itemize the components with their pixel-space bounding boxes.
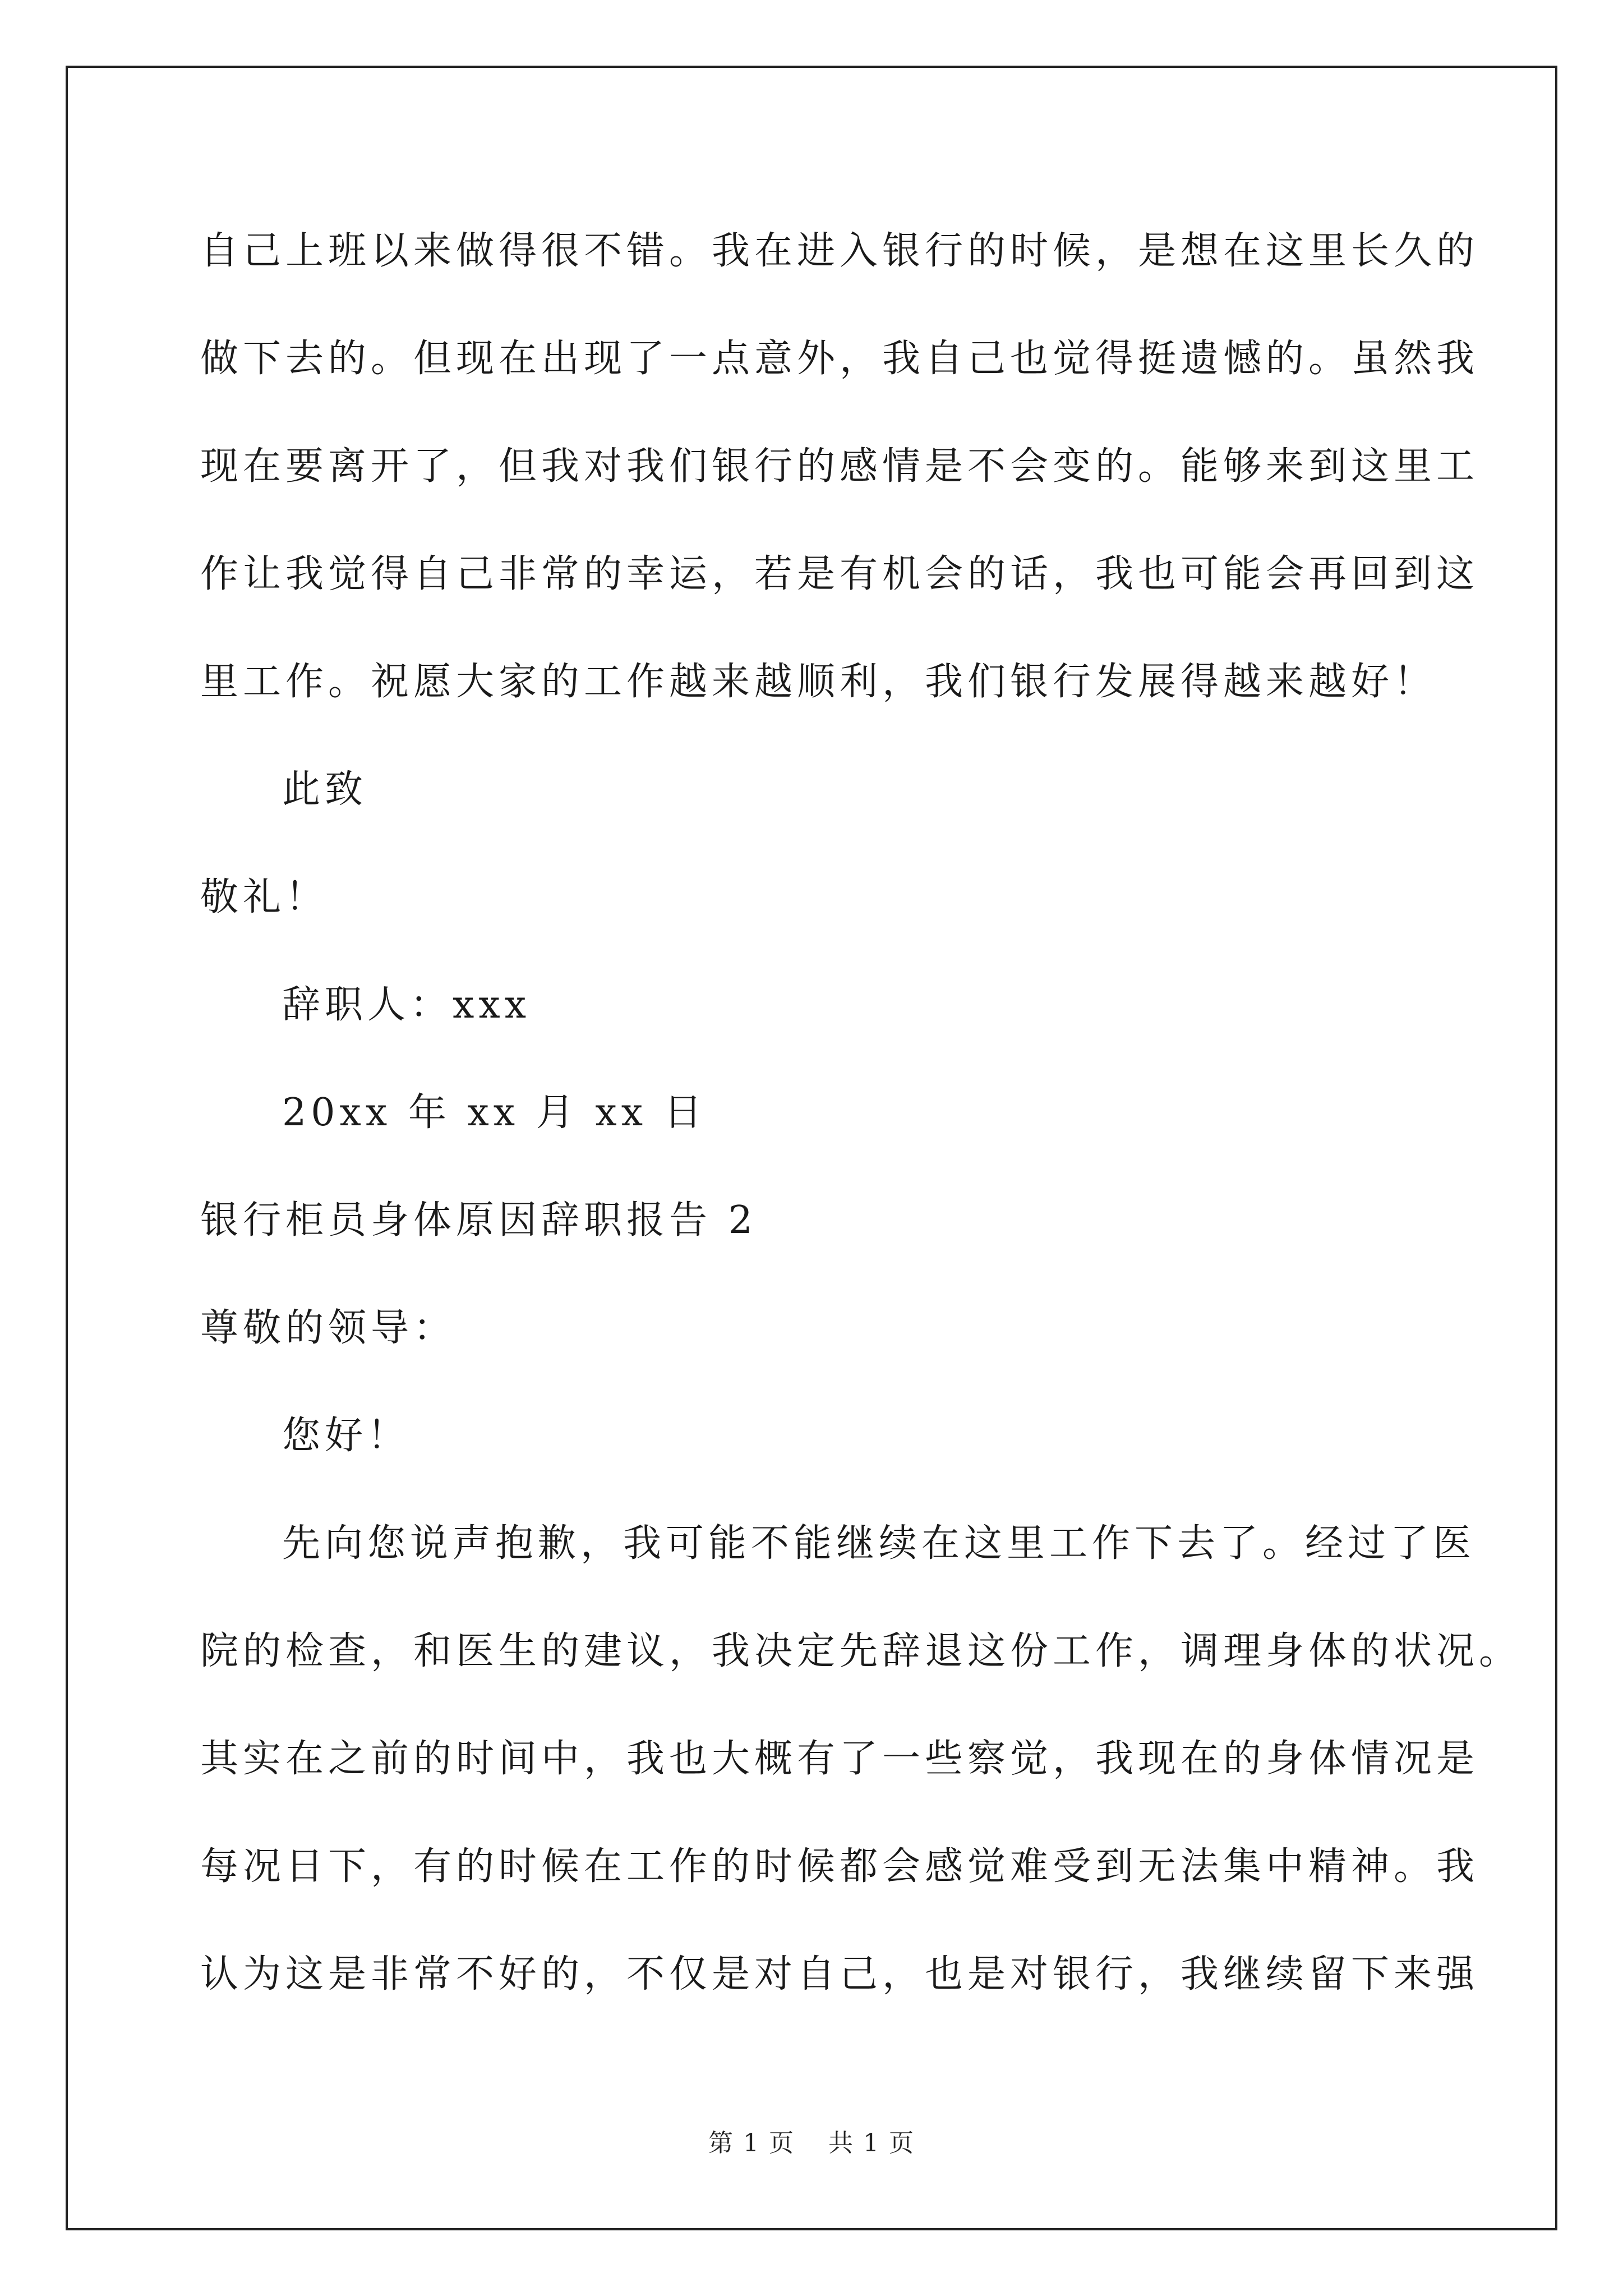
paragraph-line: 先向您说声抱歉，我可能不能继续在这里工作下去了。经过了医 — [282, 1521, 1476, 1566]
salutation-closing: 敬礼！ — [200, 875, 329, 919]
page-total: 共 1 页 — [828, 2129, 915, 2157]
signature-date: 20xx 年 xx 月 xx 日 — [282, 1091, 707, 1135]
greeting-hello: 您好！ — [282, 1414, 411, 1458]
paragraph-line: 自己上班以来做得很不错。我在进入银行的时候，是想在这里长久的 — [200, 229, 1479, 273]
closing-phrase: 此致 — [282, 767, 368, 812]
paragraph-line: 里工作。祝愿大家的工作越来越顺利，我们银行发展得越来越好！ — [200, 660, 1437, 704]
section-title: 银行柜员身体原因辞职报告 2 — [200, 1198, 757, 1243]
paragraph-line: 每况日下，有的时候在工作的时候都会感觉难受到无法集中精神。我 — [200, 1844, 1479, 1889]
page-footer — [0, 2123, 1623, 2159]
paragraph-line: 院的检查，和医生的建议，我决定先辞退这份工作，调理身体的状况。 — [200, 1629, 1522, 1673]
paragraph-line: 作让我觉得自己非常的幸运，若是有机会的话，我也可能会再回到这 — [200, 552, 1479, 596]
paragraph-line: 认为这是非常不好的，不仅是对自己，也是对银行，我继续留下来强 — [200, 1952, 1479, 1996]
paragraph-line: 现在要离开了，但我对我们银行的感情是不会变的。能够来到这里工 — [200, 444, 1479, 489]
paragraph-line: 做下去的。但现在出现了一点意外，我自己也觉得挺遗憾的。虽然我 — [200, 337, 1479, 381]
paragraph-line: 其实在之前的时间中，我也大概有了一些察觉，我现在的身体情况是 — [200, 1737, 1479, 1781]
page-number: 第 1 页 — [708, 2129, 795, 2157]
greeting: 尊敬的领导： — [200, 1306, 457, 1350]
signature-name: 辞职人：xxx — [282, 983, 531, 1027]
